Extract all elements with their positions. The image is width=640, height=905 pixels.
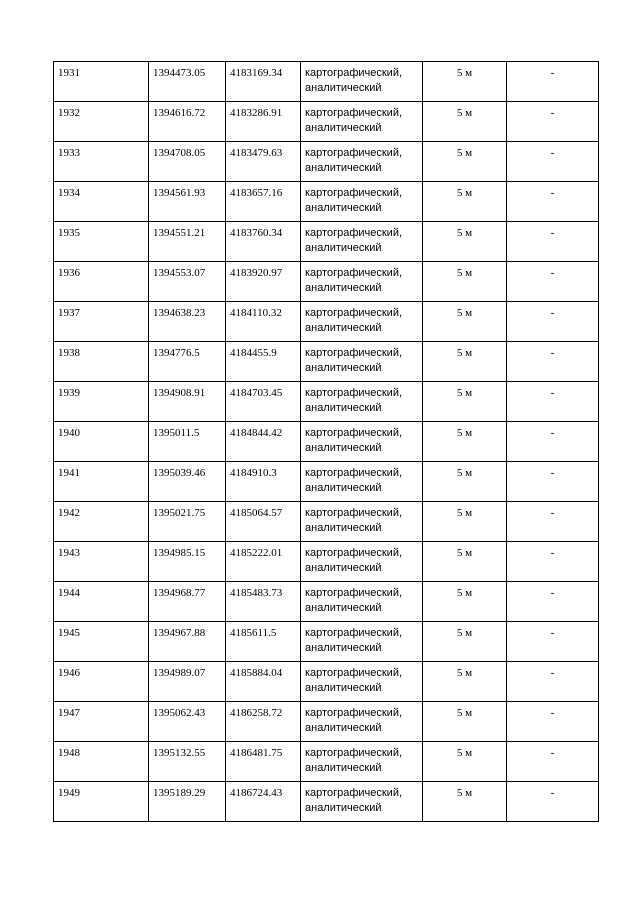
point-number-cell: 1944 — [54, 582, 149, 622]
x-coordinate-cell: 1395039.46 — [149, 462, 226, 502]
method-line-2: аналитический — [305, 402, 382, 414]
y-coordinate-cell: 4184455.9 — [226, 342, 301, 382]
y-coordinate-cell: 4184110.32 — [226, 302, 301, 342]
note-cell: - — [507, 222, 599, 262]
method-line-2: аналитический — [305, 762, 382, 774]
accuracy-cell: 5 м — [423, 102, 507, 142]
accuracy-cell: 5 м — [423, 542, 507, 582]
note-cell: - — [507, 542, 599, 582]
accuracy-cell: 5 м — [423, 302, 507, 342]
note-cell: - — [507, 302, 599, 342]
method-line-2: аналитический — [305, 162, 382, 174]
method-cell — [301, 702, 423, 742]
table-row — [54, 182, 599, 222]
coordinates-table-body — [54, 62, 599, 822]
table-row — [54, 702, 599, 742]
method-line-2: аналитический — [305, 642, 382, 654]
method-line-2: аналитический — [305, 322, 382, 334]
point-number-cell: 1931 — [54, 62, 149, 102]
note-cell: - — [507, 622, 599, 662]
x-coordinate-cell: 1394708.05 — [149, 142, 226, 182]
method-line-2: аналитический — [305, 802, 382, 814]
table-row — [54, 422, 599, 462]
method-line-2: аналитический — [305, 682, 382, 694]
y-coordinate-cell: 4183920.97 — [226, 262, 301, 302]
method-cell — [301, 382, 423, 422]
method-line-1: картографический, — [305, 387, 403, 399]
y-coordinate-cell: 4183760.34 — [226, 222, 301, 262]
x-coordinate-cell: 1395132.55 — [149, 742, 226, 782]
method-line-2: аналитический — [305, 242, 382, 254]
x-coordinate-cell: 1394551.21 — [149, 222, 226, 262]
note-cell: - — [507, 342, 599, 382]
method-cell — [301, 582, 423, 622]
y-coordinate-cell: 4184910.3 — [226, 462, 301, 502]
method-cell — [301, 142, 423, 182]
point-number-cell: 1934 — [54, 182, 149, 222]
note-cell: - — [507, 502, 599, 542]
method-cell — [301, 422, 423, 462]
y-coordinate-cell: 4183286.91 — [226, 102, 301, 142]
method-line-1: картографический, — [305, 667, 403, 679]
method-line-1: картографический, — [305, 467, 403, 479]
y-coordinate-cell: 4186481.75 — [226, 742, 301, 782]
method-line-1: картографический, — [305, 507, 403, 519]
method-line-2: аналитический — [305, 282, 382, 294]
method-line-1: картографический, — [305, 147, 403, 159]
y-coordinate-cell: 4185064.57 — [226, 502, 301, 542]
table-row — [54, 62, 599, 102]
table-row — [54, 102, 599, 142]
accuracy-cell: 5 м — [423, 382, 507, 422]
table-row — [54, 262, 599, 302]
method-cell — [301, 542, 423, 582]
note-cell: - — [507, 182, 599, 222]
method-cell — [301, 502, 423, 542]
method-cell — [301, 182, 423, 222]
y-coordinate-cell: 4185483.73 — [226, 582, 301, 622]
table-row — [54, 462, 599, 502]
accuracy-cell: 5 м — [423, 662, 507, 702]
method-line-2: аналитический — [305, 482, 382, 494]
note-cell: - — [507, 382, 599, 422]
point-number-cell: 1938 — [54, 342, 149, 382]
table-row — [54, 502, 599, 542]
table-row — [54, 542, 599, 582]
point-number-cell: 1932 — [54, 102, 149, 142]
x-coordinate-cell: 1394473.05 — [149, 62, 226, 102]
point-number-cell: 1946 — [54, 662, 149, 702]
accuracy-cell: 5 м — [423, 262, 507, 302]
x-coordinate-cell: 1394967.88 — [149, 622, 226, 662]
method-line-1: картографический, — [305, 307, 403, 319]
method-cell — [301, 342, 423, 382]
point-number-cell: 1945 — [54, 622, 149, 662]
point-number-cell: 1949 — [54, 782, 149, 822]
x-coordinate-cell: 1395062.43 — [149, 702, 226, 742]
table-row — [54, 782, 599, 822]
method-line-1: картографический, — [305, 227, 403, 239]
accuracy-cell: 5 м — [423, 782, 507, 822]
method-cell — [301, 782, 423, 822]
point-number-cell: 1936 — [54, 262, 149, 302]
note-cell: - — [507, 702, 599, 742]
method-line-2: аналитический — [305, 602, 382, 614]
method-line-1: картографический, — [305, 107, 403, 119]
method-line-2: аналитический — [305, 202, 382, 214]
table-row — [54, 342, 599, 382]
x-coordinate-cell: 1395189.29 — [149, 782, 226, 822]
method-cell — [301, 102, 423, 142]
table-row — [54, 622, 599, 662]
point-number-cell: 1947 — [54, 702, 149, 742]
y-coordinate-cell: 4183657.16 — [226, 182, 301, 222]
accuracy-cell: 5 м — [423, 502, 507, 542]
x-coordinate-cell: 1394989.07 — [149, 662, 226, 702]
note-cell: - — [507, 662, 599, 702]
method-line-1: картографический, — [305, 627, 403, 639]
point-number-cell: 1942 — [54, 502, 149, 542]
y-coordinate-cell: 4185884.04 — [226, 662, 301, 702]
accuracy-cell: 5 м — [423, 62, 507, 102]
point-number-cell: 1933 — [54, 142, 149, 182]
x-coordinate-cell: 1395011.5 — [149, 422, 226, 462]
accuracy-cell: 5 м — [423, 702, 507, 742]
method-cell — [301, 262, 423, 302]
accuracy-cell: 5 м — [423, 622, 507, 662]
note-cell: - — [507, 742, 599, 782]
table-row — [54, 142, 599, 182]
method-cell — [301, 222, 423, 262]
method-line-2: аналитический — [305, 442, 382, 454]
method-line-1: картографический, — [305, 427, 403, 439]
note-cell: - — [507, 422, 599, 462]
note-cell: - — [507, 262, 599, 302]
accuracy-cell: 5 м — [423, 342, 507, 382]
x-coordinate-cell: 1394985.15 — [149, 542, 226, 582]
y-coordinate-cell: 4185222.01 — [226, 542, 301, 582]
coordinates-table — [53, 61, 599, 822]
y-coordinate-cell: 4184703.45 — [226, 382, 301, 422]
y-coordinate-cell: 4185611.5 — [226, 622, 301, 662]
accuracy-cell: 5 м — [423, 462, 507, 502]
note-cell: - — [507, 142, 599, 182]
accuracy-cell: 5 м — [423, 582, 507, 622]
method-line-2: аналитический — [305, 362, 382, 374]
table-row — [54, 662, 599, 702]
x-coordinate-cell: 1395021.75 — [149, 502, 226, 542]
point-number-cell: 1937 — [54, 302, 149, 342]
accuracy-cell: 5 м — [423, 142, 507, 182]
method-line-1: картографический, — [305, 707, 403, 719]
x-coordinate-cell: 1394638.23 — [149, 302, 226, 342]
point-number-cell: 1940 — [54, 422, 149, 462]
point-number-cell: 1948 — [54, 742, 149, 782]
method-line-1: картографический, — [305, 747, 403, 759]
method-line-2: аналитический — [305, 82, 382, 94]
y-coordinate-cell: 4183169.34 — [226, 62, 301, 102]
point-number-cell: 1941 — [54, 462, 149, 502]
method-cell — [301, 622, 423, 662]
method-line-1: картографический, — [305, 187, 403, 199]
y-coordinate-cell: 4183479.63 — [226, 142, 301, 182]
note-cell: - — [507, 62, 599, 102]
method-cell — [301, 302, 423, 342]
point-number-cell: 1939 — [54, 382, 149, 422]
table-row — [54, 302, 599, 342]
method-line-1: картографический, — [305, 587, 403, 599]
x-coordinate-cell: 1394908.91 — [149, 382, 226, 422]
x-coordinate-cell: 1394553.07 — [149, 262, 226, 302]
x-coordinate-cell: 1394561.93 — [149, 182, 226, 222]
x-coordinate-cell: 1394968.77 — [149, 582, 226, 622]
note-cell: - — [507, 462, 599, 502]
method-line-1: картографический, — [305, 787, 403, 799]
method-cell — [301, 662, 423, 702]
accuracy-cell: 5 м — [423, 222, 507, 262]
table-row — [54, 382, 599, 422]
method-line-1: картографический, — [305, 267, 403, 279]
method-cell — [301, 62, 423, 102]
method-line-1: картографический, — [305, 347, 403, 359]
note-cell: - — [507, 582, 599, 622]
x-coordinate-cell: 1394616.72 — [149, 102, 226, 142]
y-coordinate-cell: 4184844.42 — [226, 422, 301, 462]
y-coordinate-cell: 4186258.72 — [226, 702, 301, 742]
method-line-1: картографический, — [305, 547, 403, 559]
table-row — [54, 582, 599, 622]
method-cell — [301, 742, 423, 782]
accuracy-cell: 5 м — [423, 742, 507, 782]
method-line-2: аналитический — [305, 522, 382, 534]
point-number-cell: 1935 — [54, 222, 149, 262]
note-cell: - — [507, 782, 599, 822]
note-cell: - — [507, 102, 599, 142]
table-row — [54, 742, 599, 782]
method-line-2: аналитический — [305, 722, 382, 734]
accuracy-cell: 5 м — [423, 422, 507, 462]
method-line-2: аналитический — [305, 562, 382, 574]
table-row — [54, 222, 599, 262]
x-coordinate-cell: 1394776.5 — [149, 342, 226, 382]
accuracy-cell: 5 м — [423, 182, 507, 222]
method-line-2: аналитический — [305, 122, 382, 134]
method-line-1: картографический, — [305, 67, 403, 79]
method-cell — [301, 462, 423, 502]
y-coordinate-cell: 4186724.43 — [226, 782, 301, 822]
point-number-cell: 1943 — [54, 542, 149, 582]
